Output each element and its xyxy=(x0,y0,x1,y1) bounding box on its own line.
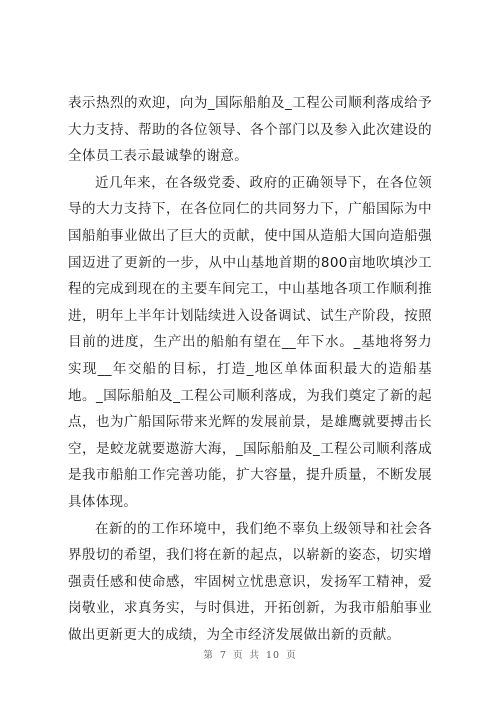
footer-page-label: 第 xyxy=(203,650,214,661)
paragraph-achievements: 近几年来，在各级党委、政府的正确领导下，在各位领导的大力支持下，在各位同仁的共同努力下，广船国际为中国船舶事业做出了巨大的贡献，使中国从造船大国向造船强国迈进了更新的一步，从中山基地首期的800亩地吹填沙工程的完成到现在的主要车间完工，中山基地各项工作顺利推进，明年上半年计划陆续进入设备调试、试生产阶段，按照目前的进度，生产出的船舶有望在__年下水。_基地将努力实现__年交船的目标，打造_地区单体面积最大的造船基地。_国际船舶及_工程公司顺利落成，为我们奠定了新的起点，也为广船国际带来光辉的发展前景，是雄鹰就要搏击长空，是蛟龙就要遨游大海，_国际船舶及_工程公司顺利落成是我市船舶工作完善功能，扩大容量，提升质量，不断发展具体体现。 xyxy=(68,174,432,510)
footer-total-pages: 10 xyxy=(265,650,281,661)
paragraph-welcome-continuation: 表示热烈的欢迎，向为_国际船舶及_工程公司顺利落成给予大力支持、帮助的各位领导、各个部门以及参入此次建设的全体员工表示最诚挚的谢意。 xyxy=(68,95,432,165)
footer-total-label: 共 xyxy=(249,650,260,661)
document-body xyxy=(68,90,432,648)
footer-total-word: 页 xyxy=(286,650,297,661)
paragraph-commitment: 在新的的工作环境中，我们绝不辜负上级领导和社会各界殷切的希望，我们将在新的起点，以崭新的姿态，切实增强责任感和使命感，牢固树立忧患意识，发扬军工精神，爱岗敬业，求真务实，与时俱进，开拓创新，为我市船舶事业做出更新更大的成绩，为全市经济发展做出新的贡献。 xyxy=(68,520,432,643)
page-footer xyxy=(0,647,500,661)
footer-current-page: 7 xyxy=(219,650,227,661)
footer-page-word: 页 xyxy=(232,650,244,661)
